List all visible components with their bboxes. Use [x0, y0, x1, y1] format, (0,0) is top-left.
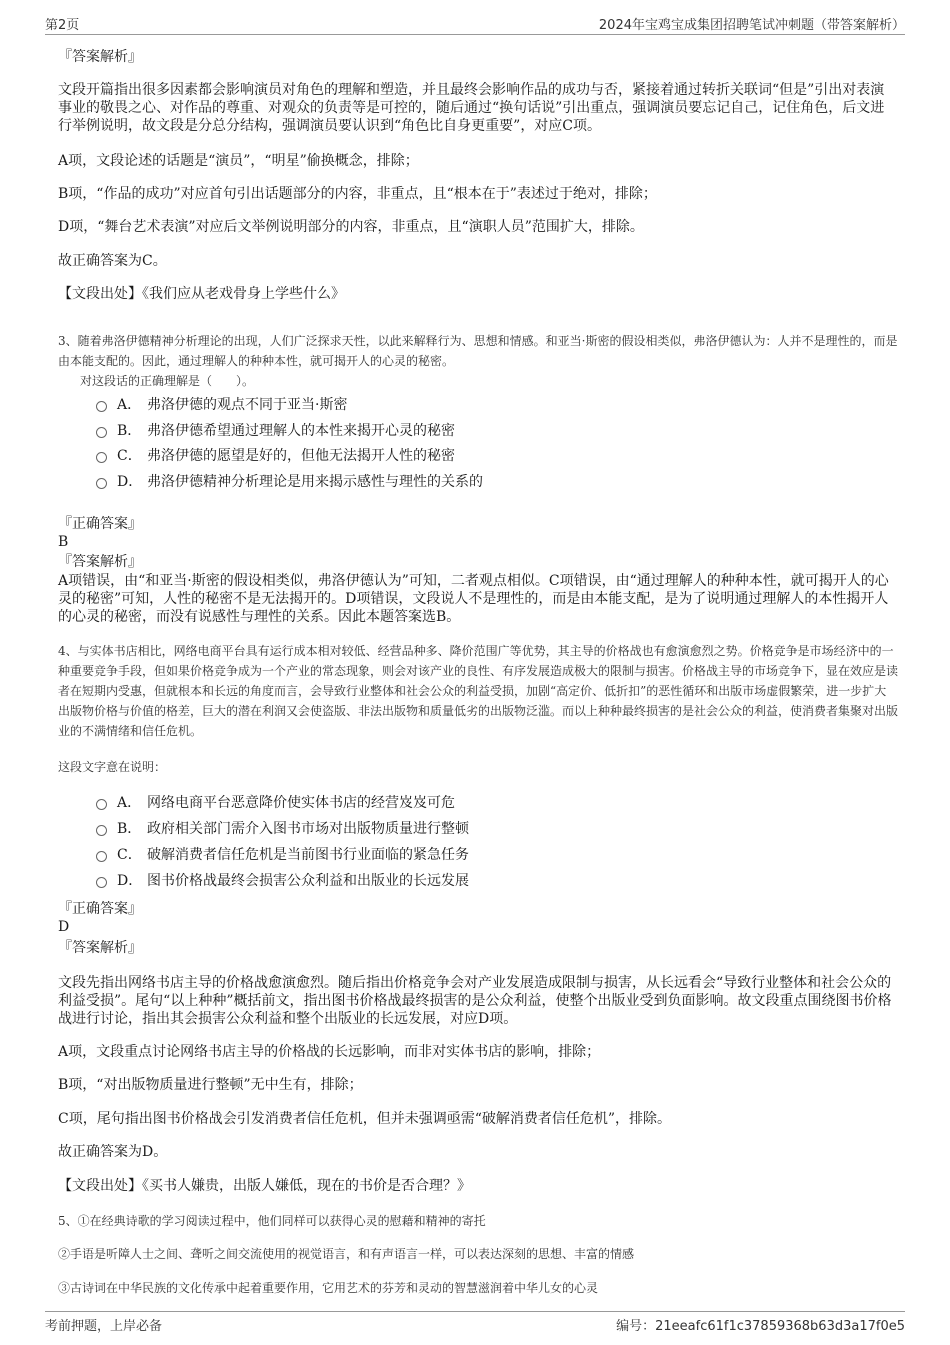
- radio-button[interactable]: [96, 401, 107, 412]
- q3-analysis-text: A项错误，由“和亚当·斯密的假设相类似，弗洛伊德认为”可知，二者观点相似。C项错误，由“通过理解人的种种本性，就可揭开人的心灵的秘密”可知，人性的秘密不是无法揭开的。D项错误，文段说人不是理性的，而是由本能支配，是为了说明通过理解人的本性揭开人的心灵的秘密，而没有说感性与理性的关系。因此本题答案选B。: [58, 573, 889, 625]
- q3-analysis-label: 『答案解析』: [58, 554, 142, 570]
- radio-button[interactable]: [96, 825, 107, 836]
- q4-stem: 4、与实体书店相比，网络电商平台具有运行成本相对较低、经营品种多、降价范围广等优势，其主导的价格战也有愈演愈烈之势。价格竞争是市场经济中的一种重要竞争手段，但如果价格竞争成为一个产业的常态现象，则会对该产业的良性、有序发展造成极大的限制与损害。价格战主导的市场竞争下，显在效应是读者在短期内受惠，但就根本和长远的角度而言，会导致行业整体和社会公众的利益受损，加剧“高定价、低折扣”的恶性循环和出版市场虚假繁荣，进一步扩大出版物价格与价值的格差，巨大的潜在利润又会使盗版、非法出版物和质量低劣的出版物泛滥。而以上种种最终损害的是社会公众的利益，使消费者集聚对出版业的不满情绪和信任危机。: [58, 644, 899, 738]
- page-footer: [45, 1311, 905, 1334]
- page-header: [45, 14, 905, 35]
- q2-analysis-text: 文段开篇指出很多因素都会影响演员对角色的理解和塑造，并且最终会影响作品的成功与否，紧接着通过转折关联词“但是”引出对表演事业的敬畏之心、对作品的尊重、对观众的负责等是可控的，随后通过“换句话说”引出重点，强调演员要忘记自己，记住角色，后文进行举例说明，故文段是分总分结构，强调演员要认识到“角色比自身更重要”，对应C项。: [58, 82, 885, 134]
- q2-analysis-label: 『答案解析』: [58, 49, 142, 65]
- q4-option-d[interactable]: D． 图书价格战最终会损害公众利益和出版业的长远发展: [96, 872, 469, 890]
- q4-analysis-text: 文段先指出网络书店主导的价格战愈演愈烈。随后指出价格竞争会对产业发展造成限制与损害，从长远看会“导致行业整体和社会公众的利益受损”。尾句“以上种种”概括前文，指出图书价格战最终损害的是公众利益，使整个出版业受到负面影响。故文段重点围绕图书价格战进行讨论，指出其会损害公众利益和整个出版业的长远发展，对应D项。: [58, 975, 892, 1027]
- radio-button[interactable]: [96, 427, 107, 438]
- q4-option-a-note: A项，文段重点讨论网络书店主导的价格战的长远影响，而非对实体书店的影响，排除；: [58, 1044, 601, 1060]
- q3-option-a[interactable]: A． 弗洛伊德的观点不同于亚当·斯密: [96, 396, 347, 414]
- q2-source: 【文段出处】《我们应从老戏骨身上学些什么》: [58, 286, 345, 302]
- q3-option-c[interactable]: C． 弗洛伊德的愿望是好的，但他无法揭开人性的秘密: [96, 447, 455, 465]
- q4-option-c-note: C项，尾句指出图书价格战会引发消费者信任危机，但并未强调亟需“破解消费者信任危机”，排除。: [58, 1111, 672, 1127]
- document-code: 编号：21eeafc61f1c37859368b63d3a17f0e5: [616, 1319, 905, 1334]
- q4-source: 【文段出处】《买书人嫌贵，出版人嫌低，现在的书价是否合理？》: [58, 1178, 471, 1194]
- radio-button[interactable]: [96, 478, 107, 489]
- q3-answer: B: [58, 534, 69, 550]
- document-title: 2024年宝鸡宝成集团招聘笔试冲刺题（带答案解析）: [598, 18, 905, 33]
- q4-option-b[interactable]: B． 政府相关部门需介入图书市场对出版物质量进行整顿: [96, 820, 469, 838]
- q3-prompt: 对这段话的正确理解是（ ）。: [80, 374, 255, 388]
- q4-option-b-note: B项，“对出版物质量进行整顿”无中生有，排除；: [58, 1077, 363, 1093]
- q2-option-d-note: D项，“舞台艺术表演”对应后文举例说明部分的内容，非重点，且“演职人员”范围扩大，排除。: [58, 219, 644, 235]
- q3-stem: 3、随着弗洛伊德精神分析理论的出现，人们广泛探求天性，以此来解释行为、思想和情感。和亚当·斯密的假设相类似，弗洛伊德认为：人并不是理性的，而是由本能支配的。因此，通过理解人的种种本性，就可揭开人的心灵的秘密。: [58, 334, 898, 368]
- radio-button[interactable]: [96, 877, 107, 888]
- q3-answer-label: 『正确答案』: [58, 516, 142, 532]
- q4-answer: D: [58, 919, 70, 935]
- q2-conclusion: 故正确答案为C。: [58, 253, 167, 269]
- q5-line-2: ②手语是听障人士之间、聋听之间交流使用的视觉语言，和有声语言一样，可以表达深刻的思想、丰富的情感: [58, 1247, 635, 1261]
- radio-button[interactable]: [96, 452, 107, 463]
- q3-option-d[interactable]: D． 弗洛伊德精神分析理论是用来揭示感性与理性的关系的: [96, 473, 483, 491]
- q3-option-b[interactable]: B． 弗洛伊德希望通过理解人的本性来揭开心灵的秘密: [96, 422, 455, 440]
- q5-line-1: 5、①在经典诗歌的学习阅读过程中，他们同样可以获得心灵的慰藉和精神的寄托: [58, 1214, 486, 1228]
- radio-button[interactable]: [96, 851, 107, 862]
- q4-conclusion: 故正确答案为D。: [58, 1144, 168, 1160]
- radio-button[interactable]: [96, 799, 107, 810]
- q4-analysis-label: 『答案解析』: [58, 940, 142, 956]
- q4-option-c[interactable]: C． 破解消费者信任危机是当前图书行业面临的紧急任务: [96, 846, 469, 864]
- page-number: 第2页: [45, 18, 80, 33]
- q4-option-a[interactable]: A． 网络电商平台恶意降价使实体书店的经营岌岌可危: [96, 794, 455, 812]
- q2-option-b-note: B项，“作品的成功”对应首句引出话题部分的内容，非重点，且“根本在于”表述过于绝对，排除；: [58, 186, 657, 202]
- q2-option-a-note: A项，文段论述的话题是“演员”，“明星”偷换概念，排除；: [58, 153, 419, 169]
- footer-slogan: 考前押题，上岸必备: [45, 1319, 163, 1334]
- q5-line-3: ③古诗词在中华民族的文化传承中起着重要作用，它用艺术的芬芳和灵动的智慧滋润着中华儿女的心灵: [58, 1281, 599, 1295]
- q4-prompt: 这段文字意在说明：: [58, 760, 167, 774]
- q4-answer-label: 『正确答案』: [58, 901, 142, 917]
